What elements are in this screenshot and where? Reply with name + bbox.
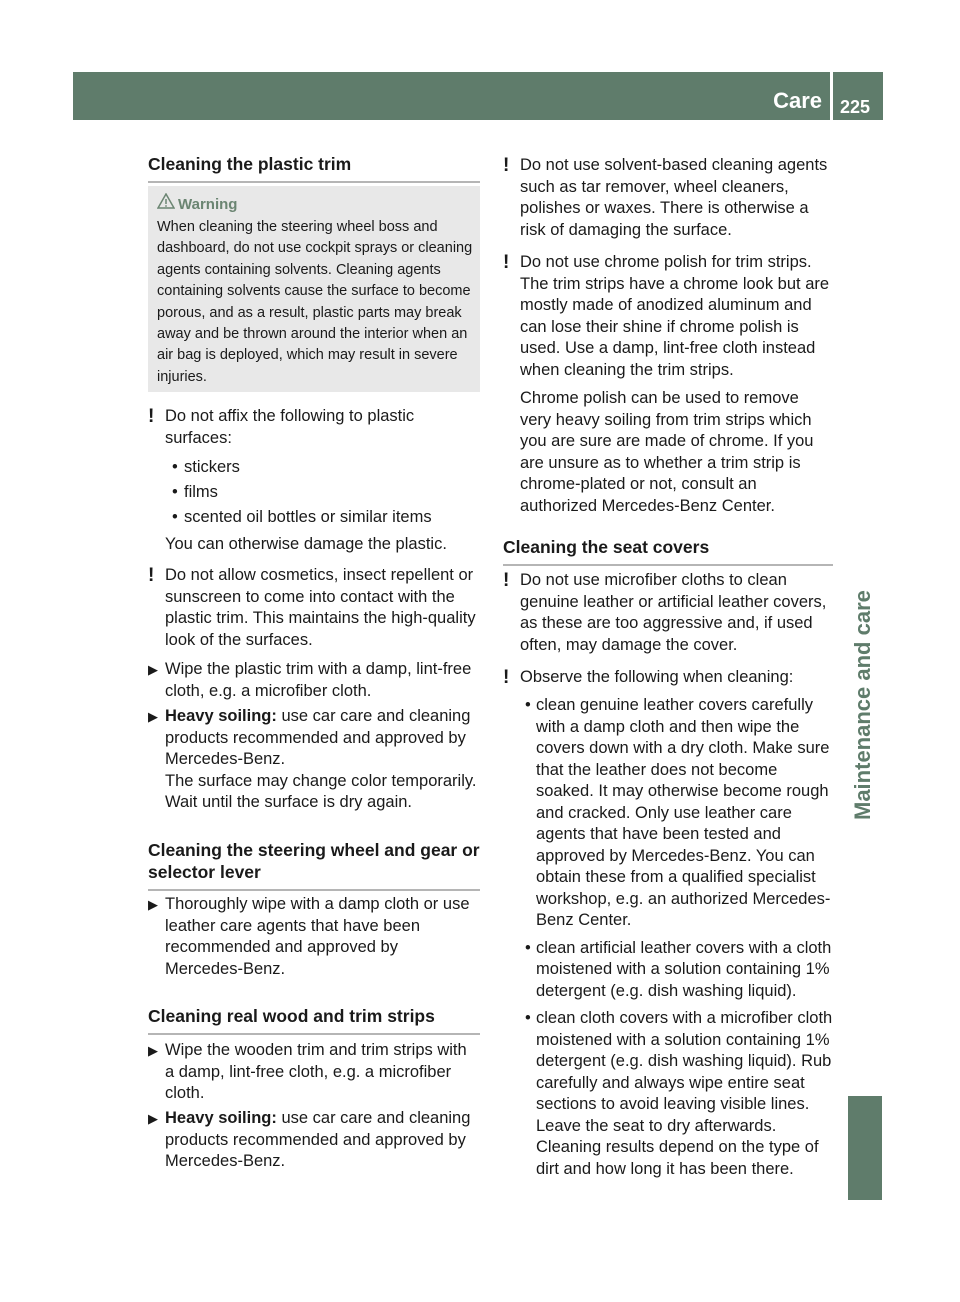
- warning-box: [148, 186, 480, 392]
- note-solvent: ! Do not use solvent-based cleaning agents such as tar remover, wheel cleaners, polishes or waxes. There is otherwise a risk of damaging the surface.: [503, 155, 828, 239]
- note-affix: ! Do not affix the following to plastic surfaces:: [148, 406, 415, 447]
- caution-icon: !: [503, 570, 510, 591]
- warning-text: When cleaning the steering wheel boss and dashboard, do not use cockpit sprays or cleaning agents containing solvents. Cleaning agents containing solvents cause the surface to become porous, and as a result, plastic parts may break away and be thrown around the interior when an air bag is deployed, which may result in severe injuries.: [157, 219, 473, 385]
- step-arrow-icon: ▶: [148, 662, 158, 677]
- header-bar: [73, 72, 830, 120]
- list-item: • films: [172, 483, 218, 501]
- list-item: • clean genuine leather covers carefully with a damp cloth and then wipe the covers down with a dry cloth. Make sure that the leather does not become soaked. It may otherwise become rough and cracked. Only use leather care agents that have been tested and approved by Mercedes-Benz. You can obtain these from a qualified specialist workshop, e.g. an authorized Mercedes-Benz Center.: [525, 696, 831, 929]
- caution-icon: !: [148, 565, 155, 586]
- list-item: • clean artificial leather covers with a cloth moistened with a solution containing 1% detergent (e.g. dish washing liquid).: [525, 938, 832, 1000]
- heading-plastic-trim: Cleaning the plastic trim: [148, 153, 480, 183]
- bullet-list: [148, 457, 480, 532]
- step-arrow-icon: ▶: [148, 1111, 158, 1126]
- step-arrow-icon: ▶: [148, 709, 158, 724]
- side-tab-block: [848, 1096, 882, 1200]
- step-wipe: ▶ Wipe the plastic trim with a damp, lint-free cloth, e.g. a microfiber cloth.: [148, 660, 472, 700]
- step-wood-heavy: ▶ Heavy soiling: use car care and cleaning products recommended and approved by Mercedes-Benz.: [148, 1109, 471, 1170]
- heading-wood-trim: Cleaning real wood and trim strips: [148, 1005, 480, 1035]
- warning-triangle-icon: [157, 193, 175, 209]
- step-arrow-icon: ▶: [148, 1043, 158, 1058]
- note-observe: ! Observe the following when cleaning:: [503, 667, 794, 688]
- note-cosmetics: ! Do not allow cosmetics, insect repellent or sunscreen to come into contact with the plastic trim. This maintains the high-quality look of the surfaces.: [148, 565, 476, 649]
- note-affix-end: You can otherwise damage the plastic.: [165, 535, 447, 553]
- list-item: • clean cloth covers with a microfiber cloth moistened with a solution containing 1% detergent (e.g. dish washing liquid). Rub carefully and always wipe entire seat sections to avoid leaving visible lines. Leave the seat to dry afterwards. Cleaning results depend on the type of dirt and how long it has been there.: [525, 1009, 833, 1178]
- caution-icon: !: [503, 252, 510, 273]
- caution-icon: !: [503, 155, 510, 176]
- list-item: • stickers: [172, 458, 240, 476]
- list-item: • scented oil bottles or similar items: [172, 508, 432, 526]
- section-title: Care: [773, 88, 822, 113]
- caution-icon: !: [148, 406, 155, 427]
- note-chrome: ! Do not use chrome polish for trim strips. The trim strips have a chrome look but are mostly made of anodized aluminum and can lose their shine if chrome polish is used. Use a damp, lint-free cloth instead when cleaning the trim strips. Chrome polish can be used to remove very heavy soiling from trim strips which you are sure are made of chrome. If you are unsure as to whether a trim strip is chrome-plated or not, consult an authorized Mercedes-Benz Center.: [503, 252, 830, 515]
- step-arrow-icon: ▶: [148, 897, 158, 912]
- step-wood: ▶ Wipe the wooden trim and trim strips with a damp, lint-free cloth, e.g. a microfiber cloth.: [148, 1041, 467, 1102]
- caution-icon: !: [503, 667, 510, 688]
- warning-title: Warning: [178, 196, 238, 213]
- page-number: 225: [840, 97, 871, 117]
- side-tab-label: Maintenance and care: [850, 590, 875, 820]
- heading-seat-covers: Cleaning the seat covers: [503, 536, 833, 566]
- step-steering: ▶ Thoroughly wipe with a damp cloth or use leather care agents that have been recommended and approved by Mercedes-Benz.: [148, 895, 470, 978]
- note-microfiber: ! Do not use microfiber cloths to clean genuine leather or artificial leather covers, as these are too aggressive and, if used often, may damage the cover.: [503, 570, 827, 654]
- bullet-list: [503, 695, 833, 1180]
- heading-steering-wheel: Cleaning the steering wheel and gear or selector lever: [148, 839, 480, 891]
- step-heavy-soiling: ▶ Heavy soiling: use car care and cleaning products recommended and approved by Mercedes-Benz. The surface may change color temporarily. Wait until the surface is dry again.: [148, 707, 477, 811]
